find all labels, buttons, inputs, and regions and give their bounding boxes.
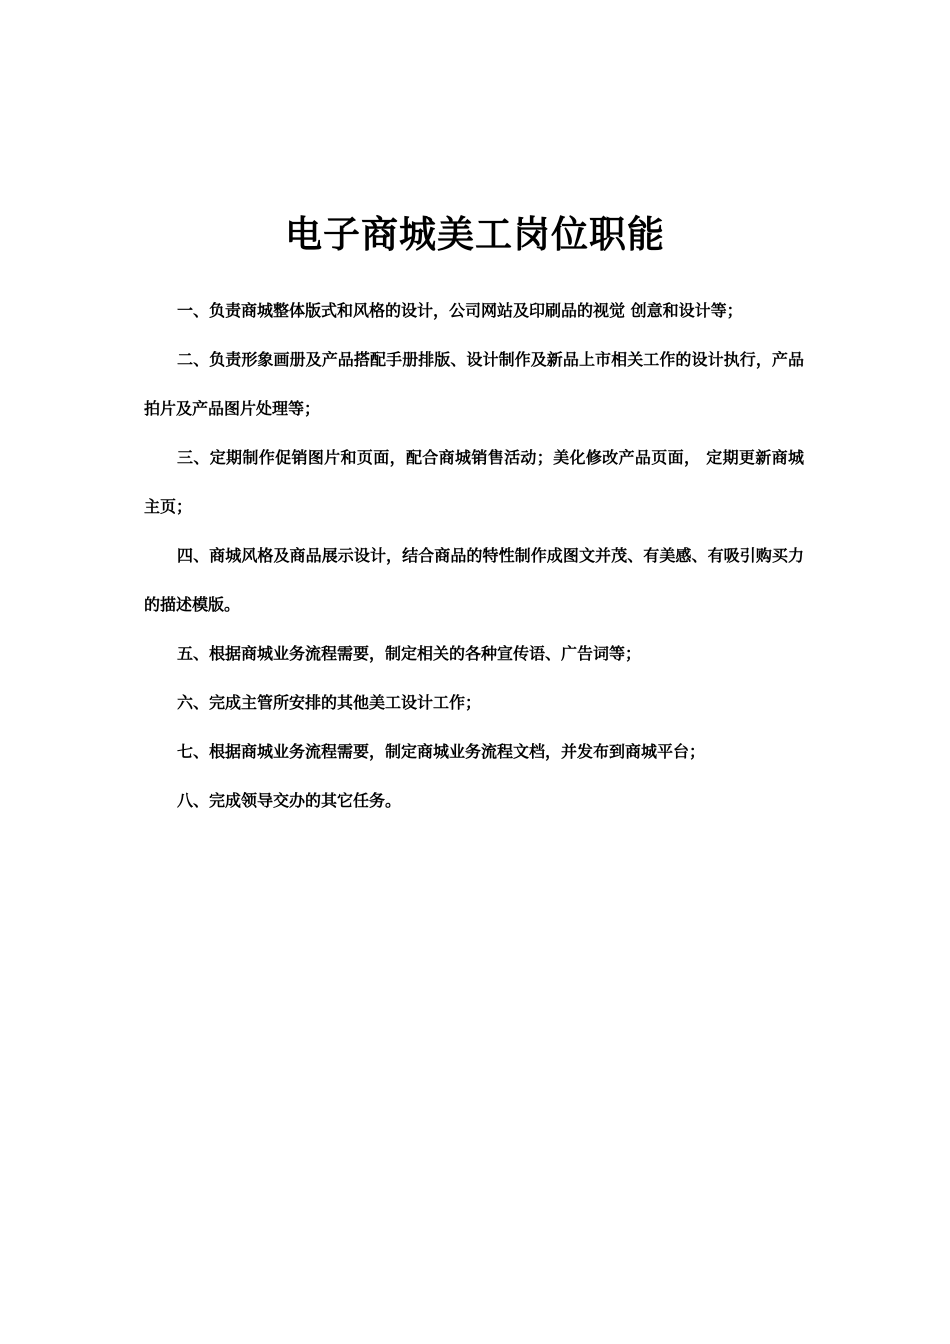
duty-paragraph-7: 七、根据商城业务流程需要，制定商城业务流程文档，并发布到商城平台； (177, 742, 706, 761)
duty-paragraph-3: 三、定期制作促销图片和页面，配合商城销售活动；美化修改产品页面， 定期更新商城主页； (144, 448, 804, 516)
page-title: 电子商城美工岗位职能 (285, 212, 665, 256)
duty-paragraph-1: 一、负责商城整体版式和风格的设计，公司网站及印刷品的视觉 创意和设计等； (177, 301, 743, 320)
duty-paragraph-6: 六、完成主管所安排的其他美工设计工作； (177, 693, 482, 712)
duty-paragraph-4: 四、商城风格及商品展示设计，结合商品的特性制作成图文并茂、有美感、有吸引购买力的描述模版。 (144, 546, 804, 614)
duty-paragraph-2: 二、负责形象画册及产品搭配手册排版、设计制作及新品上市相关工作的设计执行，产品拍片及产品图片处理等； (144, 350, 804, 418)
duty-paragraph-5: 五、根据商城业务流程需要，制定相关的各种宣传语、广告词等； (177, 644, 642, 663)
duty-paragraph-8: 八、完成领导交办的其它任务。 (177, 791, 402, 810)
document-body (144, 286, 804, 825)
